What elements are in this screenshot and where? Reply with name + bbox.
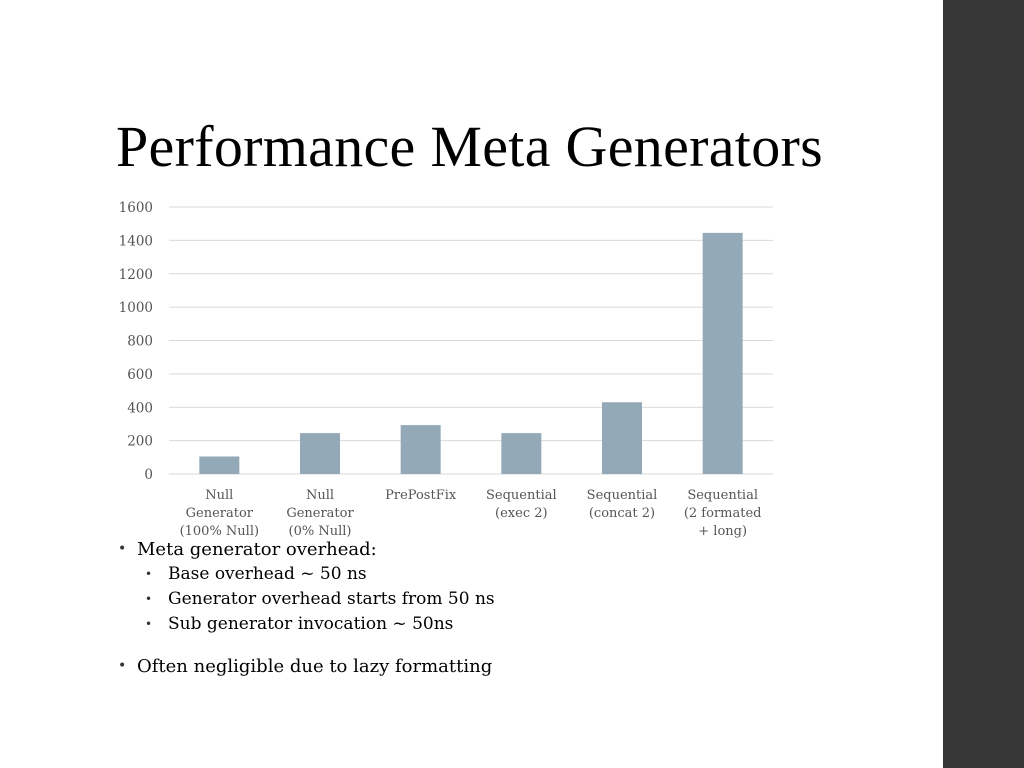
x-category-label-line: Sequential xyxy=(486,488,557,503)
y-tick-label: 200 xyxy=(127,433,153,450)
y-tick-label: 400 xyxy=(127,400,153,417)
x-category-label xyxy=(385,488,457,503)
sub-bullet-item: • Base overhead ~ 50 ns xyxy=(137,562,495,587)
x-category-label-line: Generator xyxy=(286,506,354,521)
bar xyxy=(703,233,743,474)
x-category-label xyxy=(180,488,260,539)
decorative-sidebar-strip xyxy=(943,0,1024,768)
x-category-label xyxy=(684,488,762,539)
y-tick-label: 600 xyxy=(127,366,153,383)
bullet-item xyxy=(116,537,495,637)
x-category-label-line: (exec 2) xyxy=(495,506,548,521)
bullet-text: Meta generator overhead: xyxy=(137,539,377,560)
x-category-label-line: (2 formated xyxy=(683,506,762,521)
bar xyxy=(602,402,642,474)
sub-bullet-item: • Generator overhead starts from 50 ns xyxy=(137,587,495,612)
x-category-label-line: Generator xyxy=(185,506,254,521)
bar xyxy=(501,433,541,474)
bar xyxy=(199,456,239,474)
x-category-label-line: (100% Null) xyxy=(179,524,260,539)
y-tick-label: 1200 xyxy=(118,266,153,283)
y-tick-label: 1000 xyxy=(118,300,153,317)
bullet-list xyxy=(116,537,495,679)
x-category-label-line: (concat 2) xyxy=(588,506,656,521)
sub-bullet-item: • Sub generator invocation ~ 50ns xyxy=(137,612,495,637)
y-tick-label: 0 xyxy=(144,467,153,483)
x-category-label-line: + long) xyxy=(698,524,748,539)
bullet-item xyxy=(116,654,495,679)
x-category-label-line: Sequential xyxy=(687,488,758,503)
x-category-label-line: Sequential xyxy=(586,488,658,503)
bullet-text: Often negligible due to lazy formatting xyxy=(137,656,493,677)
x-category-label-line: Null xyxy=(305,488,335,503)
slide-title: Performance Meta Generators xyxy=(116,114,823,179)
x-category-label-line: Null xyxy=(205,488,234,503)
sub-bullet-list xyxy=(137,562,495,637)
y-tick-label: 1400 xyxy=(118,233,153,250)
bar xyxy=(401,425,441,474)
x-category-label-line: (0% Null) xyxy=(288,524,352,539)
x-category-label-line: PrePostFix xyxy=(385,488,457,503)
y-tick-label: 800 xyxy=(127,333,153,350)
x-category-label xyxy=(587,488,658,521)
x-category-label xyxy=(486,488,557,521)
bar xyxy=(300,433,340,474)
x-category-label xyxy=(286,488,354,539)
y-tick-label: 1600 xyxy=(118,200,153,216)
